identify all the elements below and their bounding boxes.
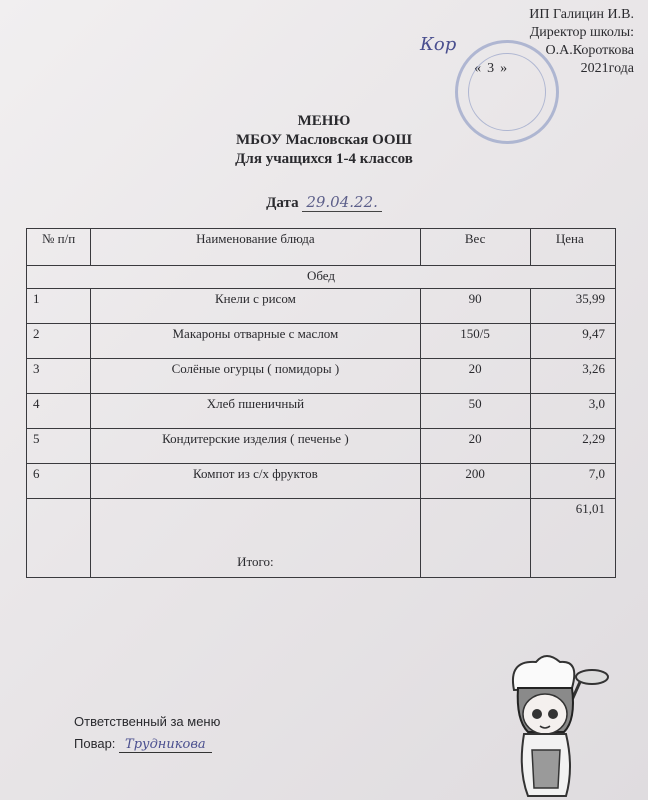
row-weight: 50 <box>420 394 530 429</box>
row-num: 2 <box>27 324 91 359</box>
row-price: 35,99 <box>530 289 615 324</box>
menu-date <box>0 193 648 212</box>
row-price: 3,0 <box>530 394 615 429</box>
table-row <box>27 394 616 429</box>
header-num: № п/п <box>27 229 91 266</box>
row-name: Компот из с/х фруктов <box>91 464 420 499</box>
row-weight: 200 <box>420 464 530 499</box>
row-weight: 20 <box>420 429 530 464</box>
approval-company: ИП Галицин И.В. <box>529 7 634 22</box>
menu-heading <box>0 112 648 169</box>
approval-position: Директор школы: <box>529 25 634 40</box>
row-name: Солёные огурцы ( помидоры ) <box>91 359 420 394</box>
section-row <box>27 266 616 289</box>
row-num: 5 <box>27 429 91 464</box>
total-label: Итого: <box>91 499 420 578</box>
header-name: Наименование блюда <box>91 229 420 266</box>
row-name: Хлеб пшеничный <box>91 394 420 429</box>
row-weight: 90 <box>420 289 530 324</box>
row-price: 7,0 <box>530 464 615 499</box>
date-label: Дата <box>266 195 299 211</box>
approval-director: О.А.Короткова <box>545 43 634 58</box>
school-name: МБОУ Масловская ООШ <box>236 132 412 148</box>
header-price: Цена <box>530 229 615 266</box>
table-row <box>27 429 616 464</box>
row-num: 4 <box>27 394 91 429</box>
table-row <box>27 289 616 324</box>
date-value: 29.04.22. <box>302 193 382 212</box>
header-weight: Вес <box>420 229 530 266</box>
row-name: Макароны отварные с маслом <box>91 324 420 359</box>
table-row <box>27 324 616 359</box>
row-weight: 20 <box>420 359 530 394</box>
audience: Для учащихся 1-4 классов <box>235 151 413 167</box>
row-price: 2,29 <box>530 429 615 464</box>
cook-label: Повар: <box>74 736 116 751</box>
cook-line <box>74 733 220 756</box>
responsible-block <box>74 711 220 756</box>
row-name: Кондитерские изделия ( печенье ) <box>91 429 420 464</box>
chef-girl-illustration <box>488 650 618 800</box>
menu-title: МЕНЮ <box>297 113 351 129</box>
total-price: 61,01 <box>530 499 615 578</box>
responsible-label: Ответственный за меню <box>74 714 221 729</box>
section-title: Обед <box>27 266 616 289</box>
table-row <box>27 464 616 499</box>
row-num: 1 <box>27 289 91 324</box>
table-row <box>27 359 616 394</box>
menu-table <box>26 228 616 578</box>
row-price: 3,26 <box>530 359 615 394</box>
row-name: Кнели с рисом <box>91 289 420 324</box>
row-num: 6 <box>27 464 91 499</box>
director-signature: Кор <box>420 34 457 55</box>
cook-signature: Трудникова <box>119 737 212 753</box>
row-price: 9,47 <box>530 324 615 359</box>
approval-date: « 3 » 2021года <box>474 61 634 76</box>
row-num: 3 <box>27 359 91 394</box>
table-header <box>27 229 616 266</box>
row-weight: 150/5 <box>420 324 530 359</box>
total-row <box>27 499 616 578</box>
